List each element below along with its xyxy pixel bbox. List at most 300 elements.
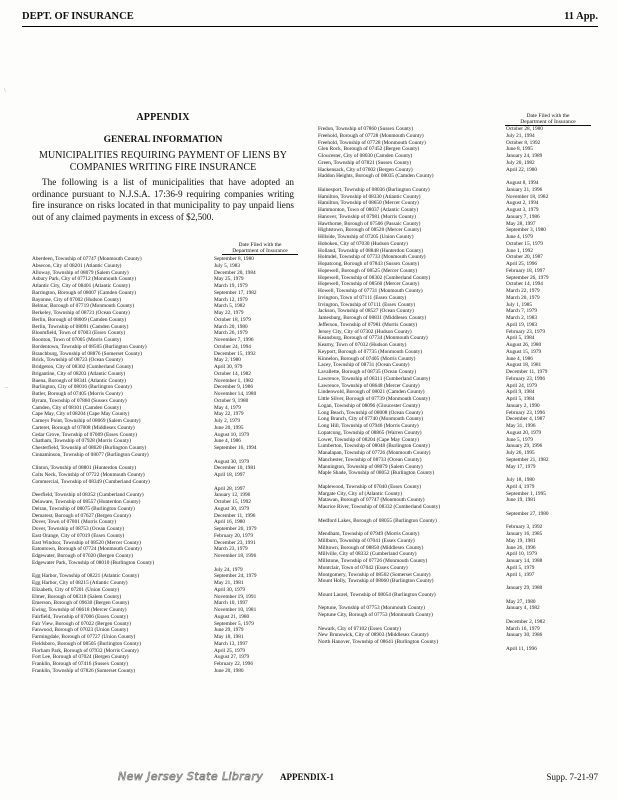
date-filed: April 5, 1979 xyxy=(506,564,535,571)
date-filed: April 25, 1979 xyxy=(214,647,246,654)
date-filed: September 21, 1982 xyxy=(506,456,549,463)
date-filed: January 12, 1996 xyxy=(214,492,251,499)
municipality-name: Jefferson, Township of 07981 (Morris County) xyxy=(318,321,418,328)
date-filed: February 23, 1996 xyxy=(506,375,545,382)
list-item xyxy=(32,364,298,371)
list-item xyxy=(318,646,598,653)
list-item xyxy=(318,329,598,336)
date-filed: March 20, 1979 xyxy=(506,294,540,301)
list-item xyxy=(318,369,598,376)
date-filed: January 29, 1980 xyxy=(506,585,543,591)
margin-mark: \ xyxy=(4,88,6,94)
date-filed: November 14, 1980 xyxy=(214,391,257,397)
municipality-name: Hawthorne, Borough of 07506 (Passaic County) xyxy=(318,220,421,227)
list-item xyxy=(318,200,598,207)
list-item xyxy=(318,470,598,477)
list-item xyxy=(32,405,298,412)
list-item xyxy=(318,234,598,241)
municipality-name: Edgewater, Borough of 07020 (Bergen County) xyxy=(32,553,133,559)
municipality-name: Maplewood, Township of 07040 (Essex County) xyxy=(318,483,422,490)
municipality-name: Bridgeton, City of 08302 (Cumberland County) xyxy=(32,364,134,370)
date-filed: March 7, 1979 xyxy=(506,308,538,315)
municipality-name: Byram, Township of 07860 (Sussex County) xyxy=(32,397,127,404)
list-item xyxy=(318,416,598,423)
date-filed: January 14, 1988 xyxy=(506,558,543,564)
list-item xyxy=(32,310,298,317)
municipality-name: Commercial, Township of 08349 (Cumberland County) xyxy=(32,478,150,485)
list-item xyxy=(32,580,298,587)
date-filed: May 28, 1997 xyxy=(506,220,536,227)
municipality-name: Demarest, Borough of 07627 (Bergen County) xyxy=(32,512,131,519)
municipality-name: Howell, Township of 07731 (Monmouth County) xyxy=(318,288,423,294)
date-filed: October 20, 1987 xyxy=(506,254,543,261)
date-filed: January 7, 1986 xyxy=(506,213,540,220)
municipality-name: Hainesport, Township of 08036 (Burlington County) xyxy=(318,186,430,193)
list-item xyxy=(32,621,298,628)
municipality-name: Delran, Township of 08075 (Burlington County) xyxy=(32,505,135,512)
date-filed: May 19, 1981 xyxy=(506,537,536,544)
municipality-name: Boonton, Town of 07005 (Morris County) xyxy=(32,337,122,343)
date-filed: April 19, 1983 xyxy=(506,321,538,328)
date-filed: September 5, 1979 xyxy=(214,620,254,627)
municipality-name: Hammonton, Town of 08037 (Atlantic County) xyxy=(318,207,419,213)
date-filed: November 7, 1996 xyxy=(214,337,254,343)
date-filed: September 1, 1995 xyxy=(506,490,546,497)
date-filed: October 15, 1979 xyxy=(506,240,543,247)
list-item xyxy=(32,492,298,499)
list-item xyxy=(318,322,598,329)
date-filed: December 11, 1996 xyxy=(214,512,256,519)
municipality-name: Franklin, Township of 07826 (Somerset County) xyxy=(32,667,136,674)
title-number: 11 App. xyxy=(564,11,598,22)
municipality-name: Lawrence, Township of 08311 (Cumberland County) xyxy=(318,375,431,382)
date-filed: March 2, 1983 xyxy=(506,315,538,321)
date-filed: September 27, 1980 xyxy=(506,510,549,517)
list-item xyxy=(318,160,598,167)
list-item xyxy=(32,614,298,621)
list-item xyxy=(318,585,598,592)
date-filed: June 19, 1981 xyxy=(506,497,536,504)
list-item xyxy=(318,153,598,160)
municipality-name: Manchester, Township of 08733 (Ocean County) xyxy=(318,456,422,463)
list-item xyxy=(32,459,298,466)
municipality-name: Absecon, City of 08201 (Atlantic County) xyxy=(32,262,122,269)
municipality-name: Jersey City, City of 07302 (Hudson County) xyxy=(318,328,412,335)
municipality-name: Aberdeen, Township of 07747 (Monmouth County) xyxy=(32,256,142,262)
municipality-name: Elizabeth, City of 07201 (Union County) xyxy=(32,586,120,593)
list-item xyxy=(318,632,598,639)
municipality-name: Brigantine, City of 08203 (Atlantic County) xyxy=(32,370,126,377)
date-filed: September 26, 1979 xyxy=(506,274,549,281)
municipality-name: Cape May, City of 08204 (Cape May County) xyxy=(32,411,130,418)
municipality-name: Emerson, Borough of 09630 (Bergen County) xyxy=(32,600,130,607)
list-item xyxy=(318,410,598,417)
list-item xyxy=(32,290,298,297)
list-item xyxy=(32,438,298,445)
municipality-name: Fanwood, Borough of 07023 (Union County) xyxy=(32,627,129,634)
date-filed: March 20, 1980 xyxy=(214,323,248,330)
list-item xyxy=(32,567,298,574)
list-item xyxy=(318,497,598,504)
department-title: DEPT. OF INSURANCE xyxy=(22,11,134,22)
date-filed: June 20, 1995 xyxy=(214,424,244,431)
municipality-name: Little Silver, Borough of 07739 (Monmouth County) xyxy=(318,396,431,402)
list-item xyxy=(318,396,598,403)
date-filed: April 16, 1980 xyxy=(214,519,246,526)
municipality-name: Irvington, Township of 07111 (Essex County) xyxy=(318,301,416,308)
date-filed: April 24, 1979 xyxy=(506,382,538,389)
col2-date-header-line2: Department of Insurance xyxy=(505,119,591,126)
municipality-name: Gloucester, City of 08030 (Camden County) xyxy=(318,153,413,159)
list-item xyxy=(318,531,598,538)
list-item xyxy=(318,187,598,194)
municipality-name: Neptune City, Borough of 07753 (Monmouth County) xyxy=(318,612,433,618)
list-item xyxy=(318,457,598,464)
list-item xyxy=(32,357,298,364)
municipality-name: Hoboken, City of 07030 (Hudson County) xyxy=(318,240,408,247)
col1-date-header-line2: Department of Insurance xyxy=(222,248,298,255)
date-filed: October 24, 1994 xyxy=(214,343,251,350)
date-filed: February 23, 1996 xyxy=(506,409,545,416)
date-filed: April 4, 1979 xyxy=(506,483,535,490)
municipality-name: Keansburg, Borough of 07734 (Monmouth County) xyxy=(318,335,428,342)
list-item xyxy=(32,641,298,648)
list-item xyxy=(32,445,298,452)
list-item xyxy=(318,376,598,383)
municipality-name: Bloomfield, Town of 07003 (Essex County) xyxy=(32,330,126,337)
date-filed: August 30, 1979 xyxy=(214,505,250,512)
date-filed: January 4, 1982 xyxy=(506,605,540,612)
list-item xyxy=(32,344,298,351)
date-filed: August 15, 1979 xyxy=(506,348,542,355)
list-item xyxy=(32,411,298,418)
date-filed: January 16, 1985 xyxy=(506,531,543,537)
municipality-name: Fair View, Borough of 07022 (Bergen County) xyxy=(32,620,132,627)
date-filed: August 20, 1979 xyxy=(506,429,542,436)
list-item xyxy=(318,221,598,228)
list-item xyxy=(318,639,598,646)
municipality-name: Irvington, Town of 07111 (Essex County) xyxy=(318,294,407,301)
municipality-name: Matawan, Borough of 07747 (Monmouth County) xyxy=(318,497,425,504)
date-filed: April 10, 1979 xyxy=(506,551,538,558)
page-number: APPENDIX-1 xyxy=(280,772,334,782)
list-item xyxy=(32,594,298,601)
date-filed: February 3, 1992 xyxy=(506,524,543,531)
list-item xyxy=(32,256,298,263)
list-item xyxy=(318,619,598,626)
date-filed: May 4, 1979 xyxy=(214,404,241,411)
municipality-name: Keyport, Borough of 07735 (Monmouth County) xyxy=(318,348,423,355)
date-filed: November 19, 1991 xyxy=(214,593,257,600)
municipality-name: Green, Township of 07821 (Sussex County) xyxy=(318,159,412,166)
list-item xyxy=(32,560,298,567)
municipality-name: Dover, Town of 07801 (Morris County) xyxy=(32,519,117,526)
list-item xyxy=(318,450,598,457)
municipality-name: Fredon, Township of 07860 (Sussex County) xyxy=(318,126,414,132)
municipality-name: Maurice River, Township of 08332 (Cumberland County) xyxy=(318,504,441,510)
municipality-name: Chatham, Township of 07928 (Morris County) xyxy=(32,438,131,445)
municipality-name: Berlin, Borough of 08009 (Camden County) xyxy=(32,316,127,323)
list-item xyxy=(32,519,298,526)
list-item xyxy=(318,565,598,572)
list-item xyxy=(32,668,298,675)
municipality-name: Hopewell, Township of 08560 (Mercer County) xyxy=(318,281,420,288)
municipality-name: Newark, City of 07102 (Essex County) xyxy=(318,625,401,632)
date-filed: February 22, 1996 xyxy=(214,661,253,667)
list-item xyxy=(318,133,598,140)
list-item xyxy=(318,254,598,261)
date-filed: October 28, 1980 xyxy=(506,126,543,132)
municipality-name: Lindenwold, Borough of 08021 (Camden County) xyxy=(318,389,425,396)
municipality-name: Ewing, Township of 08618 (Mercer County) xyxy=(32,607,127,613)
date-filed: December 15, 1992 xyxy=(214,350,256,357)
date-filed: May 17, 1979 xyxy=(506,463,536,470)
municipality-name: Mount Holly, Township of 08060 (Burlington County) xyxy=(318,578,434,585)
date-filed: May 2, 1980 xyxy=(214,357,241,364)
list-item xyxy=(32,499,298,506)
appendix-heading: APPENDIX xyxy=(136,112,190,123)
list-item xyxy=(32,607,298,614)
list-item xyxy=(318,308,598,315)
municipality-list-left xyxy=(32,256,298,675)
date-filed: September 8, 1980 xyxy=(214,256,254,262)
list-item xyxy=(32,371,298,378)
date-filed: October 9, 1980 xyxy=(214,397,249,404)
list-item xyxy=(318,578,598,585)
list-item xyxy=(318,464,598,471)
municipality-name: Chesterfield, Township of 08620 (Burlington County) xyxy=(32,445,147,451)
municipality-name: Holmdel, Township of 07733 (Monmouth County) xyxy=(318,254,426,261)
list-item xyxy=(32,324,298,331)
date-filed: August 30, 1979 xyxy=(214,458,250,465)
municipality-name: Delaware, Township of 08557 (Hunterdon County) xyxy=(32,499,141,505)
date-filed: March 5, 1982 xyxy=(214,303,246,310)
municipality-name: Eatontown, Borough of 07724 (Monmouth County) xyxy=(32,546,142,553)
list-item xyxy=(32,472,298,479)
list-item xyxy=(318,241,598,248)
date-filed: April 11, 1996 xyxy=(506,645,537,652)
list-item xyxy=(318,551,598,558)
date-filed: May 18, 1981 xyxy=(214,634,244,640)
date-filed: December 10, 1981 xyxy=(214,465,256,472)
municipality-name: Haddon Heights, Borough of 08035 (Camden County) xyxy=(318,173,434,180)
date-filed: April 18, 1997 xyxy=(214,472,246,478)
list-item xyxy=(32,465,298,472)
date-filed: July 5, 1983 xyxy=(214,262,241,269)
list-item xyxy=(318,194,598,201)
municipality-name: North Hanover, Township of 08641 (Burlington County) xyxy=(318,639,439,645)
municipality-name: Hackensack, City of 07602 (Bergen County) xyxy=(318,166,413,173)
date-filed: May 31, 1996 xyxy=(506,423,536,429)
library-watermark: New Jersey State Library xyxy=(118,770,264,783)
date-filed: December 20, 1984 xyxy=(214,269,256,276)
date-filed: October 14, 1982 xyxy=(214,370,251,377)
date-filed: December 9, 1986 xyxy=(214,384,253,391)
date-filed: June 8, 1995 xyxy=(506,146,533,153)
municipality-name: Maple Shade, Township of 08052 (Burlington County) xyxy=(318,470,435,477)
list-item xyxy=(318,126,598,133)
municipality-name: Medford Lakes, Borough of 08055 (Burlington County) xyxy=(318,517,437,524)
date-filed: September 24, 1979 xyxy=(214,573,257,580)
date-filed: October 14, 1994 xyxy=(506,281,543,288)
list-item xyxy=(32,276,298,283)
list-item xyxy=(318,140,598,147)
date-filed: September 16, 1994 xyxy=(214,445,257,451)
municipality-name: Jamesburg, Borough of 08831 (Middlesex County) xyxy=(318,315,427,321)
date-filed: February 20, 1979 xyxy=(214,532,253,539)
list-item xyxy=(32,432,298,439)
list-item xyxy=(32,398,298,405)
list-item xyxy=(318,605,598,612)
date-filed: April 5, 1984 xyxy=(506,396,535,402)
list-item xyxy=(318,403,598,410)
municipality-name: Bordentown, Township of 08505 (Burlington County) xyxy=(32,343,147,350)
municipality-name: Lawrence, Township of 08648 (Mercer County) xyxy=(318,382,420,389)
municipality-name: Alloway, Township of 08079 (Salem County) xyxy=(32,269,129,276)
date-filed: August 3, 1979 xyxy=(506,207,539,213)
list-item xyxy=(318,383,598,390)
municipality-name: Egg Harbor, City of 08215 (Atlantic County) xyxy=(32,580,128,586)
date-filed: July 18, 1980 xyxy=(506,477,535,483)
supplement-date: Supp. 7-21-97 xyxy=(546,772,598,782)
list-item xyxy=(318,167,598,174)
list-item xyxy=(318,545,598,552)
date-filed: December 23, 1991 xyxy=(214,539,256,546)
list-item xyxy=(318,430,598,437)
date-filed: April 9, 1984 xyxy=(506,389,535,396)
date-filed: July 26, 1995 xyxy=(506,450,535,456)
list-item xyxy=(318,295,598,302)
municipality-name: Jackson, Township of 08527 (Ocean County) xyxy=(318,308,414,315)
municipality-name: East Windsor, Township of 08520 (Mercer County) xyxy=(32,539,141,546)
list-item xyxy=(318,275,598,282)
municipality-name: Freehold, Township of 07728 (Monmouth County) xyxy=(318,139,426,146)
municipality-name: Fairfield, Township of 07006 (Essex County) xyxy=(32,613,129,620)
municipality-name: Cedar Grove, Township of 07009 (Essex County) xyxy=(32,431,138,438)
list-item xyxy=(318,518,598,525)
municipality-name: Barrington, Borough of 08007 (Camden County) xyxy=(32,289,136,296)
date-filed: June 20, 1980 xyxy=(214,667,244,674)
general-info-heading: GENERAL INFORMATION xyxy=(103,135,223,145)
list-item xyxy=(32,661,298,668)
list-item xyxy=(318,349,598,356)
municipality-name: New Brunswick, City of 08903 (Middlesex County) xyxy=(318,632,429,639)
date-filed: July 2, 1979 xyxy=(214,418,241,424)
municipality-name: Holland, Township of 08848 (Hunterdon County) xyxy=(318,247,424,254)
municipality-name: Bayonne, City of 07002 (Hudson County) xyxy=(32,296,122,303)
municipality-name: Logan, Township of 08096 (Gloucester County) xyxy=(318,402,420,409)
municipality-name: Brick, Township of 08723 (Ocean County) xyxy=(32,357,123,364)
municipality-name: Margate City, City of (Atlantic County) xyxy=(318,490,403,497)
municipality-name: Franklin, Borough of 07416 (Sussex County) xyxy=(32,661,128,667)
municipality-name: Berkeley, Township of 08721 (Ocean County) xyxy=(32,310,130,316)
list-item xyxy=(32,486,298,493)
municipality-name: Cinnaminson, Township of 08077 (Burlington County) xyxy=(32,451,149,458)
date-filed: March 23, 1979 xyxy=(214,546,248,553)
municipality-name: Hopatcong, Borough of 07843 (Sussex County) xyxy=(318,261,420,267)
date-filed: August 2, 1994 xyxy=(506,200,539,207)
list-item xyxy=(32,330,298,337)
date-filed: April 28, 1997 xyxy=(214,485,246,492)
page-footer xyxy=(22,770,598,788)
date-filed: April 30, 979 xyxy=(214,364,243,370)
date-filed: July 20, 1982 xyxy=(506,159,535,166)
list-item xyxy=(32,452,298,459)
date-filed: August 18, 1981 xyxy=(506,362,542,369)
list-item xyxy=(318,356,598,363)
municipality-name: Kearny, Town of 07032 (Hudson County) xyxy=(318,342,407,348)
list-item xyxy=(318,592,598,599)
municipality-name: Clinton, Township of 08801 (Hunterdon County) xyxy=(32,465,136,472)
date-filed: May 21, 1981 xyxy=(214,580,244,586)
municipality-name: Atlantic City, City of 08401 (Atlantic County) xyxy=(32,283,131,289)
municipality-name: Fort Lee, Borough of 07024 (Bergen County) xyxy=(32,654,129,661)
list-item xyxy=(318,146,598,153)
municipality-name: Carteret, Borough of 07008 (Middlesex County) xyxy=(32,424,135,431)
date-filed: June 26, 1996 xyxy=(506,544,536,551)
municipality-name: East Orange, City of 07019 (Essex County) xyxy=(32,532,125,539)
date-filed: September 26, 1979 xyxy=(214,526,257,532)
date-filed: April 30, 1979 xyxy=(214,586,246,593)
date-filed: February 18, 1997 xyxy=(506,267,545,274)
list-item xyxy=(32,270,298,277)
col1-date-header xyxy=(222,242,298,255)
list-item xyxy=(32,506,298,513)
list-item xyxy=(318,443,598,450)
date-filed: October 18, 1979 xyxy=(214,316,251,323)
date-filed: October 8, 1992 xyxy=(506,139,541,146)
date-filed: February 23, 1979 xyxy=(506,328,545,335)
list-item xyxy=(32,263,298,270)
date-filed: March 22, 1979 xyxy=(506,288,540,294)
municipality-name: Asbury Park, City of 07712 (Monmouth County) xyxy=(32,276,137,283)
date-filed: April 1, 1997 xyxy=(506,571,535,578)
section-title: MUNICIPALITIES REQUIRING PAYMENT OF LIENS BY COMPANIES WRITING FIRE INSURANCE xyxy=(39,150,287,173)
list-item xyxy=(32,526,298,533)
date-filed: June 4, 1979 xyxy=(506,234,533,240)
list-item xyxy=(318,484,598,491)
municipality-name: Hanover, Township of 07981 (Morris County) xyxy=(318,213,416,220)
list-item xyxy=(32,283,298,290)
municipality-name: Farmingdale, Borough of 07727 (Union County) xyxy=(32,634,136,640)
municipality-name: Kinnelon, Borough of 07405 (Morris County) xyxy=(318,355,416,362)
municipality-name: Camden, City of 08101 (Camden County) xyxy=(32,404,122,411)
municipality-name: Hopewell, Township of 08302 (Cumberland County) xyxy=(318,274,431,281)
list-item xyxy=(32,384,298,391)
list-item xyxy=(318,281,598,288)
municipality-name: Carneys Point, Township of 08069 (Salem County) xyxy=(32,418,141,424)
list-item xyxy=(32,533,298,540)
date-filed: January 31, 1996 xyxy=(506,186,543,193)
municipality-name: Dover, Township of 08753 (Ocean County) xyxy=(32,526,124,532)
date-filed: August 8, 1994 xyxy=(506,180,539,186)
municipality-name: Fieldsboro, Borough of 08505 (Burlington County) xyxy=(32,640,141,647)
date-filed: May 25, 1979 xyxy=(214,276,244,283)
date-filed: June 29, 1979 xyxy=(214,627,244,634)
date-filed: March 12, 1979 xyxy=(214,296,248,303)
municipality-name: Lavallette, Borough of 08735 (Ocean County) xyxy=(318,369,416,375)
list-item xyxy=(318,342,598,349)
date-filed: June 1, 1992 xyxy=(506,247,533,254)
list-item xyxy=(318,261,598,268)
list-item xyxy=(318,612,598,619)
list-item xyxy=(318,288,598,295)
list-item xyxy=(318,173,598,180)
municipality-name: Elmer, Borough of 08318 (Salem County) xyxy=(32,593,122,600)
date-filed: August 21, 1980 xyxy=(214,613,250,620)
date-filed: September 3, 1980 xyxy=(506,227,546,234)
date-filed: May 22, 1979 xyxy=(214,310,244,316)
